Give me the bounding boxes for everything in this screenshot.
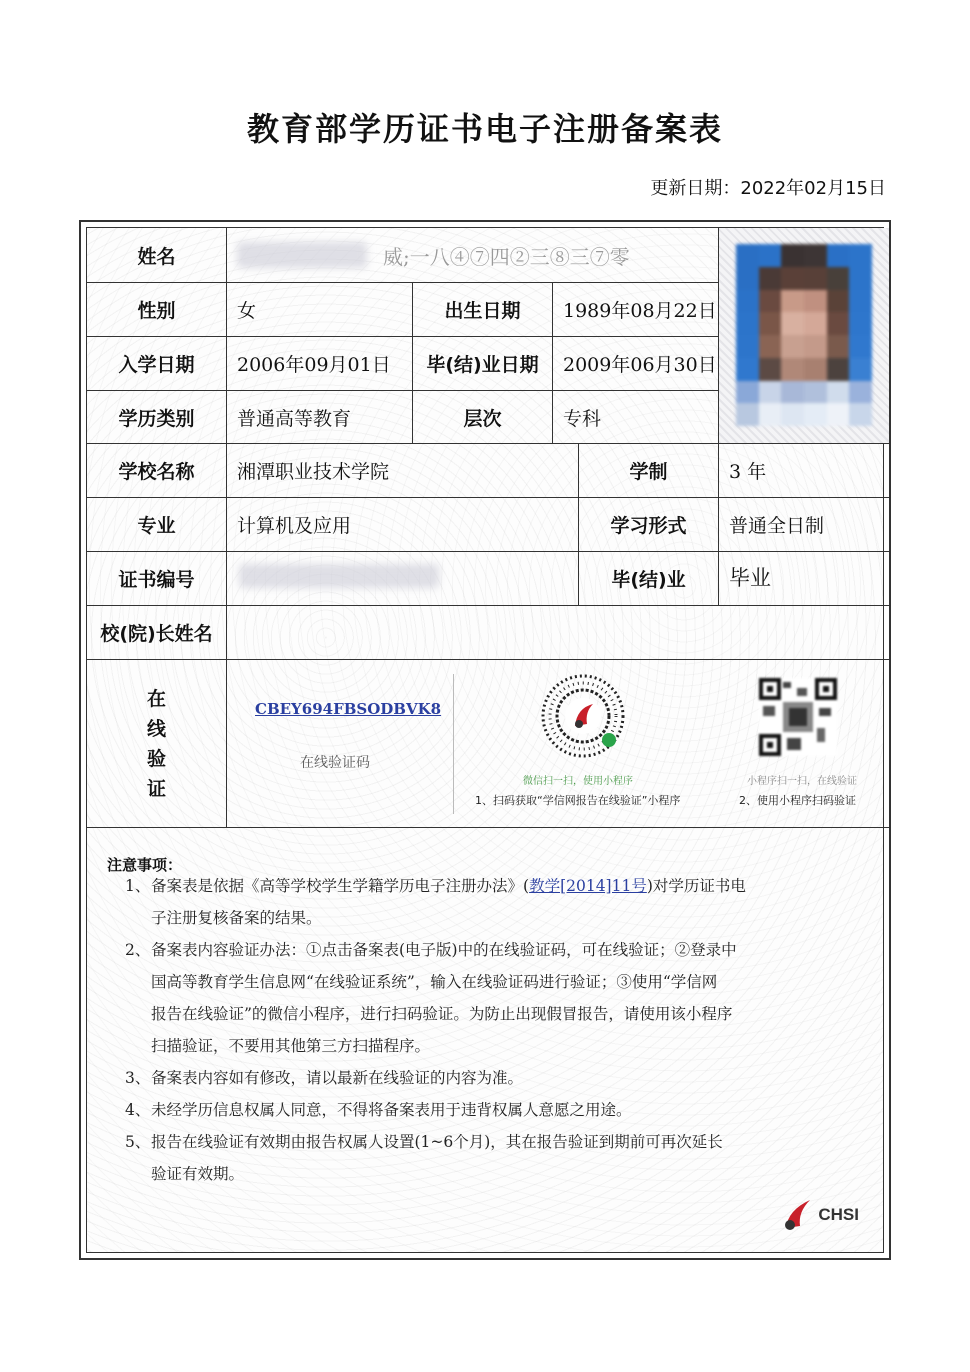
photo-pixel bbox=[781, 335, 804, 358]
photo-cell bbox=[719, 228, 889, 444]
photo-pixel bbox=[736, 312, 759, 335]
photo-pixel bbox=[804, 312, 827, 335]
enroll-value: 2006年09月01日 bbox=[227, 337, 413, 391]
photo-pixelated bbox=[736, 244, 872, 426]
photo-pixel bbox=[736, 381, 759, 404]
record-table bbox=[86, 227, 884, 1253]
photo-pixel bbox=[804, 267, 827, 290]
name-value bbox=[227, 228, 719, 283]
photo-pixel bbox=[759, 267, 782, 290]
qr2-small-caption: 小程序扫一扫，在线验证 bbox=[747, 776, 857, 787]
chsi-logo bbox=[780, 1198, 859, 1232]
photo-pixel bbox=[849, 358, 872, 381]
edu-type-label: 学历类别 bbox=[87, 391, 227, 444]
verify-label-char: 线 bbox=[146, 717, 166, 740]
photo-pixel bbox=[804, 403, 827, 426]
photo-pixel bbox=[759, 381, 782, 404]
graduate-value: 2009年06月30日 bbox=[553, 337, 719, 391]
record-frame bbox=[79, 220, 891, 1260]
grad-status-value: 毕业 bbox=[719, 552, 889, 606]
note-item-1: 1、备案表是依据《高等学校学生学籍学历电子注册办法》(教学[2014]11号)对学历证书电 子注册复核备案的结果。 bbox=[125, 877, 746, 927]
photo-pixel bbox=[804, 381, 827, 404]
note-item-3: 3、备案表内容如有修改，请以最新在线验证的内容为准。 bbox=[125, 1069, 524, 1087]
major-value: 计算机及应用 bbox=[227, 498, 579, 552]
photo-pixel bbox=[804, 358, 827, 381]
gender-value: 女 bbox=[227, 283, 413, 337]
duration-label: 学制 bbox=[579, 444, 719, 498]
photo-pixel bbox=[827, 312, 850, 335]
level-value: 专科 bbox=[553, 391, 719, 444]
photo-pixel bbox=[804, 335, 827, 358]
verify-code-caption: 在线验证码 bbox=[300, 755, 370, 771]
photo-pixel bbox=[781, 244, 804, 267]
birth-value: 1989年08月22日 bbox=[553, 283, 719, 337]
photo-pixel bbox=[759, 312, 782, 335]
photo-pixel bbox=[804, 290, 827, 313]
verify-divider bbox=[453, 674, 454, 814]
photo-pixel bbox=[736, 335, 759, 358]
regulation-link[interactable]: 教学[2014]11号 bbox=[529, 877, 647, 895]
grad-status-label: 毕(结)业 bbox=[579, 552, 719, 606]
chsi-bird-icon bbox=[780, 1198, 814, 1232]
chsi-logo-text: CHSI bbox=[818, 1205, 859, 1224]
photo-pixel bbox=[849, 381, 872, 404]
photo-pixel bbox=[759, 358, 782, 381]
president-value bbox=[227, 606, 889, 660]
verify-label bbox=[87, 660, 227, 828]
name-redaction bbox=[237, 242, 367, 268]
graduate-label: 毕(结)业日期 bbox=[413, 337, 553, 391]
photo-pixel bbox=[759, 335, 782, 358]
qr1-caption: 1、扫码获取“学信网报告在线验证”小程序 bbox=[475, 794, 681, 807]
photo-pixel bbox=[736, 358, 759, 381]
update-label: 更新日期： bbox=[650, 178, 741, 199]
photo-pixel bbox=[827, 267, 850, 290]
photo-pixel bbox=[827, 335, 850, 358]
verify-area bbox=[227, 660, 889, 828]
photo-pixel bbox=[781, 312, 804, 335]
enroll-label: 入学日期 bbox=[87, 337, 227, 391]
miniprogram-qr-icon bbox=[541, 674, 625, 758]
photo-pixel bbox=[849, 335, 872, 358]
photo-pixel bbox=[849, 290, 872, 313]
cert-no-value bbox=[227, 552, 579, 606]
name-watermark-text: 威;一八④⑦四②三⑧三⑦零 bbox=[383, 244, 630, 269]
president-label: 校(院)长姓名 bbox=[87, 606, 227, 660]
school-label: 学校名称 bbox=[87, 444, 227, 498]
photo-pixel bbox=[827, 290, 850, 313]
duration-value: 3 年 bbox=[719, 444, 889, 498]
birth-label: 出生日期 bbox=[413, 283, 553, 337]
verify-label-char: 在 bbox=[146, 687, 166, 710]
level-label: 层次 bbox=[413, 391, 553, 444]
photo-pixel bbox=[736, 290, 759, 313]
edu-type-value: 普通高等教育 bbox=[227, 391, 413, 444]
verify-label-char: 证 bbox=[146, 777, 166, 800]
photo-pixel bbox=[827, 381, 850, 404]
cert-no-redaction bbox=[239, 564, 439, 588]
cert-no-label: 证书编号 bbox=[87, 552, 227, 606]
photo-pixel bbox=[849, 403, 872, 426]
note-item-5: 5、报告在线验证有效期由报告权属人设置(1~6个月)，其在报告验证到期前可再次延长 验证有效期。 bbox=[125, 1133, 723, 1183]
note-item-2: 2、备案表内容验证办法：①点击备案表(电子版)中的在线验证码，可在线验证；②登录中 国高等教育学生信息网“在线验证系统”，输入在线验证码进行验证；③使用“学信网 报告在线验证”的微信小程序，进行扫码验证。为防止出现假冒报告，请使用该小程序 扫描验证，不要用其他第三方扫描程序。 bbox=[125, 941, 737, 1055]
photo-pixel bbox=[781, 290, 804, 313]
school-value: 湘潭职业技术学院 bbox=[227, 444, 579, 498]
major-label: 专业 bbox=[87, 498, 227, 552]
qr2-caption: 2、使用小程序扫码验证 bbox=[739, 794, 856, 807]
photo-pixel bbox=[781, 267, 804, 290]
photo-pixel bbox=[781, 358, 804, 381]
update-date bbox=[650, 174, 886, 200]
photo-pixel bbox=[759, 403, 782, 426]
update-value: 2022年02月15日 bbox=[740, 178, 886, 199]
notes-title: 注意事项： bbox=[107, 856, 183, 874]
name-label: 姓名 bbox=[87, 228, 227, 283]
verify-qr-icon bbox=[759, 678, 837, 756]
qr1-small-caption: 微信扫一扫，使用小程序 bbox=[523, 776, 633, 787]
photo-pixel bbox=[804, 244, 827, 267]
photo-pixel bbox=[849, 312, 872, 335]
photo-pixel bbox=[736, 403, 759, 426]
photo-pixel bbox=[736, 267, 759, 290]
photo-pixel bbox=[827, 244, 850, 267]
photo-pixel bbox=[827, 358, 850, 381]
verify-code-link[interactable]: CBEY694FBSODBVK8 bbox=[255, 700, 442, 718]
note-item-4: 4、未经学历信息权属人同意，不得将备案表用于违背权属人意愿之用途。 bbox=[125, 1101, 632, 1119]
photo-pixel bbox=[736, 244, 759, 267]
photo-pixel bbox=[849, 267, 872, 290]
gender-label: 性别 bbox=[87, 283, 227, 337]
photo-pixel bbox=[827, 403, 850, 426]
photo-pixel bbox=[781, 403, 804, 426]
page-title: 教育部学历证书电子注册备案表 bbox=[246, 110, 723, 148]
study-form-value: 普通全日制 bbox=[719, 498, 889, 552]
study-form-label: 学习形式 bbox=[579, 498, 719, 552]
photo-pixel bbox=[759, 244, 782, 267]
photo-pixel bbox=[759, 290, 782, 313]
photo-pixel bbox=[849, 244, 872, 267]
verify-label-char: 验 bbox=[146, 747, 166, 770]
photo-pixel bbox=[781, 381, 804, 404]
